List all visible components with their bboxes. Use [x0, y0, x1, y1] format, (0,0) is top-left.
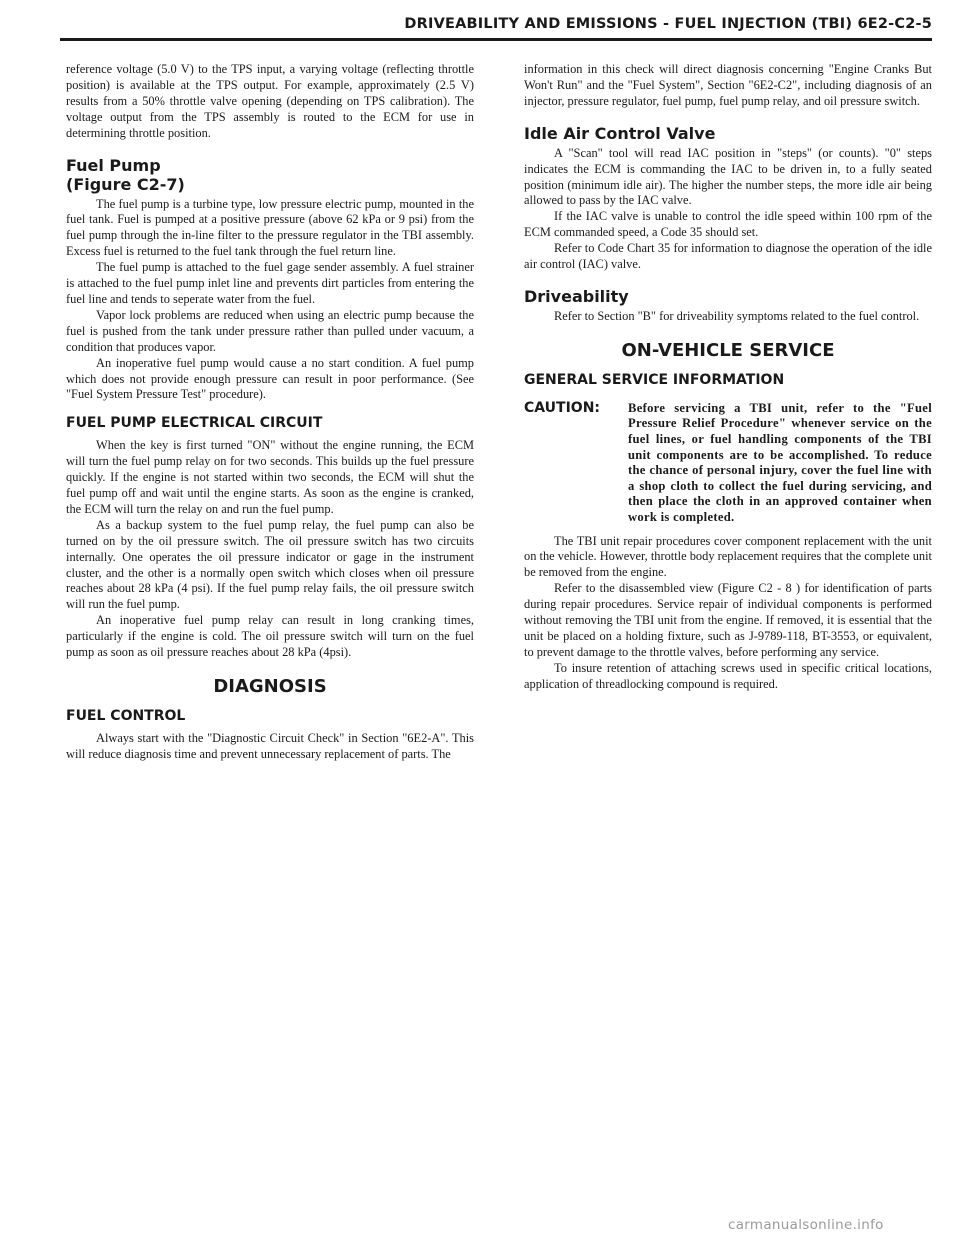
- paragraph: If the IAC valve is unable to control the idle speed within 100 rpm of the ECM commanded speed, a Code 35 should set.: [524, 209, 932, 240]
- fuel-pump-circuit-heading: FUEL PUMP ELECTRICAL CIRCUIT: [66, 415, 323, 432]
- fuel-pump-heading-title: Fuel Pump: [66, 155, 161, 175]
- watermark: carmanualsonline.info: [728, 1217, 884, 1233]
- caution-text: Before servicing a TBI unit, refer to the "Fuel Pressure Relief Procedure" whenever service on the fuel lines, or fuel handling components of the TBI unit components are to be accomplished. To reduce the chance of personal injury, cover the fuel line with a shop cloth to collect the fuel during servicing, and then place the cloth in an approved container when work is completed.: [628, 400, 932, 524]
- paragraph: An inoperative fuel pump would cause a no start condition. A fuel pump which does not provide enough pressure can result in poor performance. (See "Fuel System Pressure Test" procedure).: [66, 355, 474, 402]
- paragraph: As a backup system to the fuel pump relay, the fuel pump can also be turned on by the oil pressure switch. The oil pressure switch has two circuits internally. One operates the oil pressure indicator or gage in the instrument cluster, and the other is a normally open switch which closes when oil pressure reaches about 28 kPa (4 psi). If the fuel pump relay fails, the oil pressure switch will run the fuel pump.: [66, 517, 474, 612]
- paragraph: Refer to the disassembled view (Figure C2 - 8 ) for identification of parts during repair procedures. Service repair of individual components is performed without removing the TBI unit from the engine. If removed, it is essential that the unit be placed on a holding fixture, such as J-9789-118, BT-3553, or equivalent, to prevent damage to the throttle valves, before performing any service.: [524, 581, 932, 659]
- paragraph: When the key is first turned "ON" without the engine running, the ECM will turn the fuel pump relay on for two seconds. This builds up the fuel pressure quickly. If the engine is not started within two seconds, the ECM will shut the fuel pump off and wait until the engine starts. As soon as the engine is cranked, the ECM will turn the relay on and run the fuel pump.: [66, 438, 474, 516]
- page-header: DRIVEABILITY AND EMISSIONS - FUEL INJECTION (TBI) 6E2-C2-5: [60, 16, 932, 41]
- diagnosis-heading: DIAGNOSIS: [213, 676, 327, 697]
- paragraph: A "Scan" tool will read IAC position in "steps" (or counts). "0" steps indicates the ECM is commanding the IAC to be driven in, to a fully seated position (minimum idle air). The higher the number steps, the more idle air being allowed to pass by the IAC valve.: [524, 145, 932, 208]
- paragraph: Vapor lock problems are reduced when using an electric pump because the fuel is pushed from the tank under pressure rather than pulled under vacuum, a condition that produces vapor.: [66, 307, 474, 354]
- paragraph: Refer to Code Chart 35 for information to diagnose the operation of the idle air control (IAC) valve.: [524, 241, 932, 272]
- paragraph: The fuel pump is a turbine type, low pressure electric pump, mounted in the fuel tank. Fuel is pumped at a positive pressure (above 62 kPa or 9 psi) from the fuel pump through the in-line filter to the pressure regulator in the TBI assembly. Excess fuel is returned to the fuel tank through the fuel return line.: [66, 196, 474, 259]
- right-column: [524, 62, 932, 693]
- fuel-control-heading: FUEL CONTROL: [66, 707, 186, 724]
- driveability-heading: Driveability: [524, 286, 629, 306]
- left-column: [66, 62, 474, 763]
- fuel-pump-heading-figure: (Figure C2-7): [66, 174, 185, 194]
- paragraph: The fuel pump is attached to the fuel gage sender assembly. A fuel strainer is attached to the fuel pump inlet line and prevents dirt particles from entering the fuel line and tends to seperate water from the fuel.: [66, 260, 474, 306]
- iac-heading: Idle Air Control Valve: [524, 123, 716, 143]
- paragraph: Always start with the "Diagnostic Circuit Check" in Section "6E2-A". This will reduce diagnosis time and prevent unnecessary replacement of parts. The: [66, 730, 474, 761]
- paragraph: To insure retention of attaching screws used in specific critical locations, application of threadlocking compound is required.: [524, 660, 932, 691]
- fuel-pump-heading: [66, 156, 474, 194]
- paragraph: Refer to Section "B" for driveability symptoms related to the fuel control.: [554, 308, 920, 323]
- caution-label: CAUTION:: [524, 399, 601, 416]
- on-vehicle-service-heading: ON-VEHICLE SERVICE: [621, 339, 835, 361]
- continued-paragraph: information in this check will direct diagnosis concerning "Engine Cranks But Won't Run" and the "Fuel System", Section "6E2-C2", including diagnosis of an injector, pressure regulator, fuel pump, fuel pump relay, and oil pressure switch.: [524, 62, 932, 108]
- paragraph: The TBI unit repair procedures cover component replacement with the unit on the vehicle. However, throttle body replacement requires that the complete unit be removed from the engine.: [524, 533, 932, 580]
- intro-paragraph: reference voltage (5.0 V) to the TPS input, a varying voltage (reflecting throttle position) is available at the TPS output. For example, approximately (2.5 V) results from a 50% throttle valve opening (depending on TPS calibration). The voltage output from the TPS assembly is routed to the ECM for use in determining throttle position.: [66, 62, 474, 140]
- general-service-heading: GENERAL SERVICE INFORMATION: [524, 371, 785, 388]
- paragraph: An inoperative fuel pump relay can result in long cranking times, particularly if the engine is cold. The oil pressure switch will turn on the fuel pump as soon as oil pressure reaches about 28 kPa (4psi).: [66, 613, 474, 660]
- caution-block: [524, 401, 932, 526]
